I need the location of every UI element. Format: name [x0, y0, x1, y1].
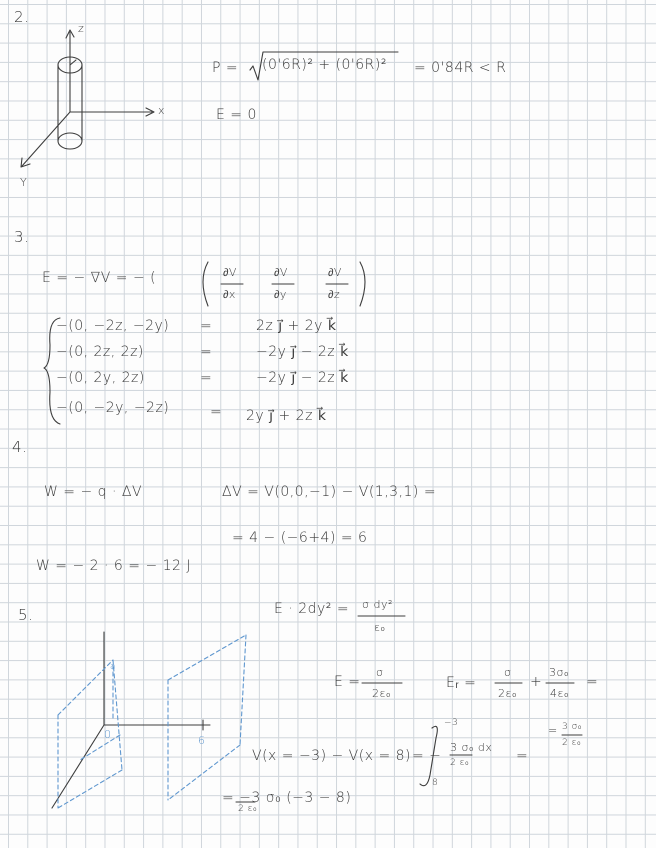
final-den: 2 ε₀	[238, 804, 258, 814]
field-plane-num: σ	[376, 666, 384, 679]
final-result: = −3 σ₀ (−3 − 8)	[222, 790, 352, 806]
system-row-4-eq: =	[210, 404, 223, 420]
integral-upper: −3	[444, 718, 459, 728]
integrand: 3 σ₀ dx	[450, 741, 493, 754]
system-row-3-eq: =	[200, 370, 213, 386]
work-result: W = − 2 · 6 = − 12 J	[36, 558, 192, 574]
er-frac2-den: 4ε₀	[550, 687, 569, 700]
side-frac-den: 2 ε₀	[562, 738, 582, 748]
work-definition: W = − q · ΔV	[44, 484, 143, 500]
potential-difference: V(x = −3) − V(x = 8)	[252, 748, 412, 764]
system-row-2-lhs: −(0, 2z, 2z)	[56, 344, 144, 360]
system-row-4-lhs: −(0, −2y, −2z)	[56, 400, 170, 416]
gauss-lhs: E · 2dy² =	[274, 601, 350, 617]
integral-lower: 8	[432, 778, 439, 788]
axis-y-label: Y	[20, 176, 28, 189]
plot-label-a: a	[110, 662, 117, 672]
cylinder-diagram	[21, 30, 154, 167]
plot-label-origin: 0	[104, 728, 112, 741]
system-row-4-rhs: 2y j⃗ + 2z k⃗	[246, 408, 327, 424]
partial-3-num: ∂V	[328, 266, 342, 279]
partial-1-den: ∂x	[223, 288, 236, 301]
system-row-3-rhs: −2y j⃗ − 2z k⃗	[256, 370, 349, 386]
system-row-1-lhs: −(0, −2z, −2y)	[56, 318, 170, 334]
er-plus: +	[530, 674, 543, 690]
integral-eq: = −	[412, 748, 442, 764]
plane-diagram	[52, 632, 246, 808]
problem-3-number: 3.	[14, 228, 30, 246]
system-row-1-eq: =	[200, 318, 213, 334]
integral-tail: =	[516, 748, 529, 764]
delta-v-definition: ΔV = V(0,0,−1) − V(1,3,1) =	[222, 484, 437, 500]
er-tail: =	[586, 674, 599, 690]
partial-2-num: ∂V	[274, 266, 288, 279]
gauss-frac-num: σ dy²	[362, 598, 393, 611]
system-row-2-eq: =	[200, 344, 213, 360]
paren-left	[203, 262, 208, 306]
er-frac2-num: 3σ₀	[549, 666, 569, 679]
side-frac-num: 3 σ₀	[562, 722, 582, 732]
er-frac1-den: 2ε₀	[498, 687, 517, 700]
partial-2-den: ∂y	[274, 288, 287, 301]
partial-1-num: ∂V	[223, 266, 237, 279]
rho-sqrt-content: (0'6R)² + (0'6R)²	[262, 57, 387, 73]
plot-label-six: 6	[198, 734, 206, 747]
side-note-eq: =	[548, 724, 558, 737]
paren-right	[360, 262, 365, 306]
rho-result: = 0'84R < R	[414, 60, 507, 76]
problem-4-number: 4.	[12, 438, 28, 456]
delta-v-evaluation: = 4 − (−6+4) = 6	[232, 530, 368, 546]
problem-2-number: 2.	[14, 8, 30, 26]
rho-prefix: P =	[212, 60, 239, 76]
er-frac1-num: σ	[504, 666, 512, 679]
system-row-2-rhs: −2y j⃗ − 2z k⃗	[256, 344, 349, 360]
field-inside: E = 0	[216, 107, 257, 123]
integrand-den: 2 ε₀	[450, 758, 470, 768]
er-lhs: Eᵣ =	[446, 675, 477, 691]
axis-x-label: x	[158, 104, 166, 117]
system-row-3-lhs: −(0, 2y, 2z)	[56, 370, 145, 386]
field-plane-lhs: E =	[334, 674, 361, 690]
gradient-eq: E = − ∇V = − (	[42, 270, 157, 286]
gauss-frac-den: ε₀	[374, 621, 386, 634]
field-plane-den: 2ε₀	[372, 687, 391, 700]
partial-3-den: ∂z	[328, 288, 341, 301]
problem-5-number: 5.	[18, 606, 34, 624]
axis-z-label: z	[78, 22, 85, 35]
system-row-1-rhs: 2z j⃗ + 2y k⃗	[256, 318, 337, 334]
